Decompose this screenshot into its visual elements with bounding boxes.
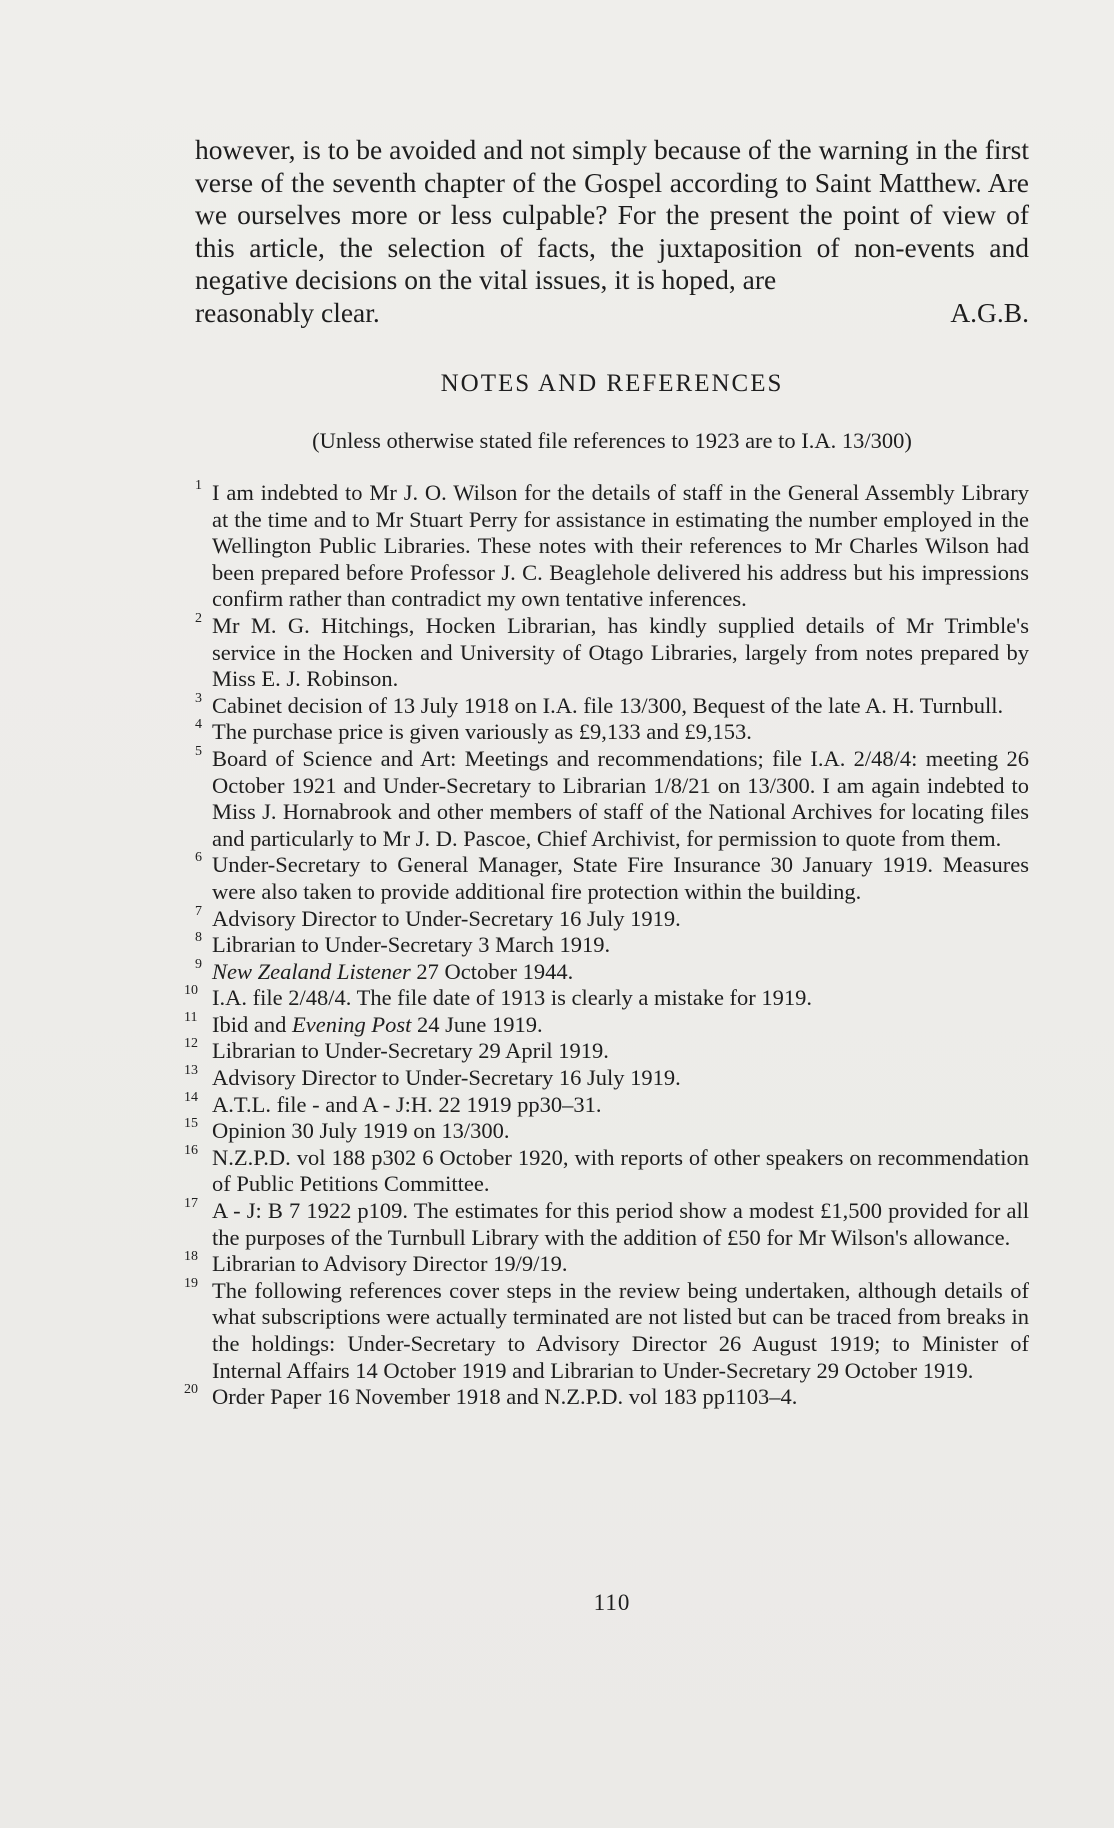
- note-item: [184, 1249, 1029, 1278]
- note-number: 3: [195, 690, 202, 706]
- paragraph-end-text: reasonably clear.: [195, 296, 380, 328]
- note-number: 6: [195, 850, 202, 866]
- note-item: [184, 983, 1029, 1012]
- note-item: [195, 932, 1029, 959]
- note-text: Advisory Director to Under-Secretary 16 July 1919.: [212, 905, 681, 931]
- note-number: 13: [184, 1063, 198, 1079]
- note-number: 12: [184, 1036, 198, 1052]
- paragraph-text: however, is to be avoided and not simply because of the warning in the first verse of the seventh chapter of the Gospel according to Saint Matthew. Are we ourselves more or less culpable? For the present the point of view of this article, the selection of facts, the juxtaposition of non-events and negative decisions on the vital issues, it is hoped, are: [195, 134, 1029, 295]
- closing-paragraph: [195, 134, 1029, 329]
- note-text: Opinion 30 July 1919 on 13/300.: [212, 1118, 510, 1144]
- notes-list: [184, 478, 1029, 1411]
- note-text: Cabinet decision of 13 July 1918 on I.A. file 13/300, Bequest of the late A. H. Turnbull.: [212, 692, 1004, 718]
- note-number: 8: [195, 930, 202, 946]
- note-number: 18: [184, 1249, 198, 1265]
- note-number: 2: [195, 610, 202, 626]
- note-number: 20: [184, 1382, 198, 1398]
- note-number: 19: [184, 1275, 198, 1291]
- note-number: 11: [184, 1009, 198, 1025]
- note-item: [184, 1275, 1029, 1384]
- note-item: [184, 1063, 1029, 1092]
- note-text: Mr M. G. Hitchings, Hocken Librarian, has kindly supplied details of Mr Trimble's service in the Hocken and University of Otago Libraries, largely from notes prepared by Miss E. J. Robinson.: [212, 612, 1029, 692]
- note-text: Under-Secretary to General Manager, State Fire Insurance 30 January 1919. Measures were also taken to provide additional fire protection within the building.: [212, 852, 1029, 904]
- note-item: [184, 1009, 1029, 1039]
- note-number: 1: [195, 478, 202, 493]
- note-text: Ibid and: [212, 1011, 292, 1037]
- note-number: 15: [184, 1116, 198, 1132]
- note-text: The following references cover steps in the review being undertaken, although details of what subscriptions were actually terminated are not listed but can be traced from breaks in the holdings: Under-Secretary to Advisory Director 26 August 1919; to Minister of Internal Affairs 14 October 1919 and Librarian to Under-Secretary 29 October 1919.: [212, 1277, 1029, 1383]
- note-item: [195, 956, 1029, 986]
- note-item: [195, 719, 1029, 746]
- note-text: Order Paper 16 November 1918 and N.Z.P.D. vol 183 pp1103–4.: [212, 1384, 798, 1410]
- note-item: [184, 1116, 1029, 1145]
- note-text: Board of Science and Art: Meetings and recommendations; file I.A. 2/48/4: meeting 26 October 1921 and Under-Secretary to Librarian 1/8/21 on 13/300. I am again indebted to Miss J. Hornabrook and other members of staff of the National Archives for locating files and particularly to Mr J. D. Pascoe, Chief Archivist, for permission to quote from them.: [212, 745, 1029, 851]
- note-item: [184, 1142, 1029, 1198]
- paragraph-last-line: [195, 297, 1029, 330]
- note-text: N.Z.P.D. vol 188 p302 6 October 1920, with reports of other speakers on recommendation of Public Petitions Committee.: [212, 1144, 1029, 1197]
- note-italic-title: New Zealand Listener: [212, 958, 411, 984]
- note-text: 27 October 1944.: [410, 958, 574, 984]
- note-number: 5: [195, 743, 202, 759]
- note-text: I.A. file 2/48/4. The file date of 1913 is clearly a mistake for 1919.: [212, 985, 813, 1011]
- note-item: [195, 480, 1029, 613]
- note-number: 9: [195, 956, 202, 972]
- note-number: 4: [195, 717, 202, 733]
- note-number: 16: [184, 1142, 198, 1158]
- note-item: [195, 903, 1029, 933]
- note-text: A.T.L. file - and A - J:H. 22 1919 pp30–31.: [212, 1091, 602, 1117]
- notes-subheading: (Unless otherwise stated file references to 1923 are to I.A. 13/300): [312, 428, 912, 453]
- note-item: [184, 1089, 1029, 1119]
- note-text: Librarian to Under-Secretary 3 March 1919.: [212, 932, 611, 958]
- note-text: Librarian to Under-Secretary 29 April 1919.: [212, 1038, 609, 1064]
- note-item: [195, 610, 1029, 693]
- note-item: [195, 743, 1029, 852]
- note-text: Librarian to Advisory Director 19/9/19.: [212, 1251, 568, 1277]
- notes-heading: NOTES AND REFERENCES: [440, 370, 784, 397]
- note-text-tail: 24 June 1919.: [411, 1011, 543, 1037]
- author-signature: A.G.B.: [950, 296, 1029, 328]
- note-item: [184, 1196, 1029, 1251]
- page-number: 110: [593, 1590, 631, 1615]
- note-item: [184, 1036, 1029, 1065]
- note-number: 14: [184, 1089, 198, 1105]
- note-number: 10: [184, 983, 198, 999]
- note-text: I am indebted to Mr J. O. Wilson for the details of staff in the General Assembly Library at the time and to Mr Stuart Perry for assistance in estimating the number employed in the Wellington Public Libraries. These notes with their references to Mr Charles Wilson had been prepared before Professor J. C. Beaglehole delivered his address but his impressions confirm rather than contradict my own tentative inferences.: [212, 480, 1029, 612]
- note-number: 7: [195, 903, 202, 919]
- note-text: The purchase price is given variously as £9,133 and £9,153.: [212, 719, 752, 745]
- note-item: [195, 852, 1029, 905]
- note-text: Advisory Director to Under-Secretary 16 July 1919.: [212, 1065, 681, 1091]
- note-text: A - J: B 7 1922 p109. The estimates for this period show a modest £1,500 provided for all the purposes of the Turnbull Library with the addition of £50 for Mr Wilson's allowance.: [212, 1198, 1029, 1250]
- note-number: 17: [184, 1196, 198, 1212]
- note-item: [195, 690, 1029, 720]
- note-item: [184, 1382, 1029, 1411]
- note-italic-title: Evening Post: [291, 1011, 412, 1037]
